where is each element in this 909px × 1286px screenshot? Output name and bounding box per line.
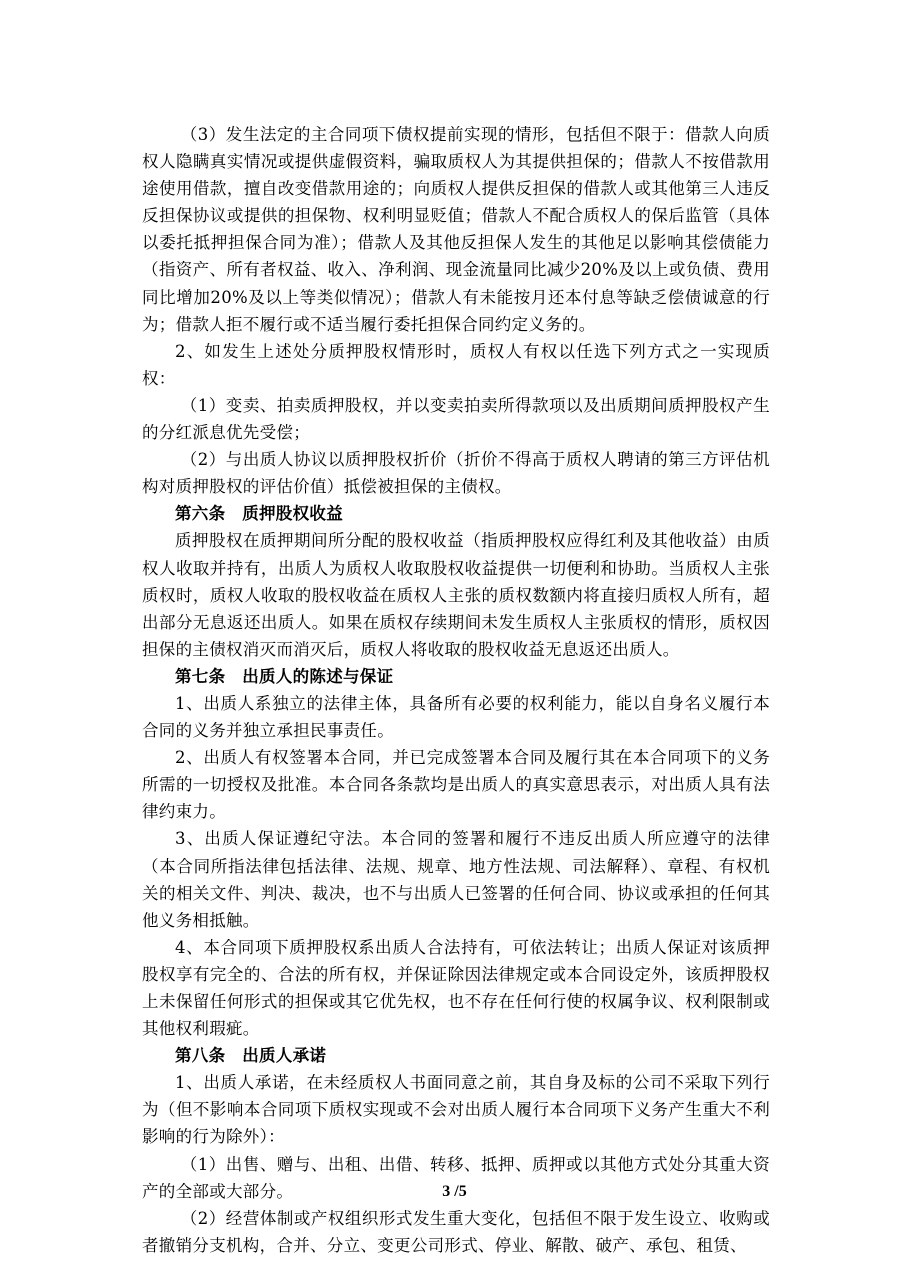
paragraph-article-7-2: 2、出质人有权签署本合同，并已完成签署本合同及履行其在本合同项下的义务所需的一切授权及批准。本合同各条款均是出质人的真实意思表示，对出质人具有法律约束力。 [142, 748, 770, 822]
paragraph-clause-5-2-1: （1）变卖、拍卖质押股权，并以变卖拍卖所得款项以及出质期间质押股权产生的分红派息优先受偿； [142, 395, 770, 443]
paragraph-article-7-3: 3、出质人保证遵纪守法。本合同的签署和履行不违反出质人所应遵守的法律（本合同所指法律包括法律、法规、规章、地方性法规、司法解释）、章程、有权机关的相关文件、判决、裁决，也不与出质人已签署的任何合同、协议或承担的任何其他义务相抵触。 [142, 829, 770, 930]
paragraph-article-8-1-2: （2）经营体制或产权组织形式发生重大变化，包括但不限于发生设立、收购或者撤销分支机构，合并、分立、变更公司形式、停业、解散、破产、承包、租赁、 [142, 1208, 770, 1255]
page-number: 3 /5 [442, 1183, 467, 1200]
document-body [142, 121, 770, 1259]
paragraph-article-6: 质押股权在质押期间所分配的股权收益（指质押股权应得红利及其他收益）由质权人收取并持有，出质人为质权人收取股权收益提供一切便利和协助。当质权人主张质权时，质权人收取的股权收益在质权人主张的质权数额内将直接归质权人所有，超出部分无息返还出质人。如果在质权存续期间未发生质权人主张质权的情形，质权因担保的主债权消灭而消灭后，质权人将收取的股权收益无息返还出质人。 [142, 531, 770, 659]
paragraph-article-8-1-1: （1）出售、赠与、出租、出借、转移、抵押、质押或以其他方式处分其重大资产的全部或大部分。 [142, 1154, 770, 1201]
heading-article-8: 第八条 出质人承诺 [175, 1046, 327, 1066]
paragraph-article-7-1: 1、出质人系独立的法律主体，具备所有必要的权利能力，能以自身名义履行本合同的义务并独立承担民事责任。 [142, 693, 770, 741]
paragraph-clause-5-2: 2、如发生上述处分质押股权情形时，质权人有权以任选下列方式之一实现质权： [142, 341, 770, 388]
heading-article-6: 第六条 质押股权收益 [175, 504, 343, 524]
paragraph-article-7-4: 4、本合同项下质押股权系出质人合法持有，可依法转让；出质人保证对该质押股权享有完全的、合法的所有权，并保证除因法律规定或本合同设定外，该质押股权上未保留任何形式的担保或其它优先权，也不存在任何行使的权属争议、权利限制或其他权利瑕疵。 [142, 937, 770, 1039]
paragraph-clause-5-2-2: （2）与出质人协议以质押股权折价（折价不得高于质权人聘请的第三方评估机构对质押股权的评估价值）抵偿被担保的主债权。 [142, 450, 770, 497]
heading-article-7: 第七条 出质人的陈述与保证 [175, 666, 394, 686]
paragraph-article-8-1: 1、出质人承诺，在未经质权人书面同意之前，其自身及标的公司不采取下列行为（但不影响本合同项下质权实现或不会对出质人履行本合同项下义务产生重大不利影响的行为除外）： [142, 1073, 770, 1147]
paragraph-clause-5-3: （3）发生法定的主合同项下债权提前实现的情形，包括但不限于：借款人向质权人隐瞒真实情况或提供虚假资料，骗取质权人为其提供担保的；借款人不按借款用途使用借款，擅自改变借款用途的；向质权人提供反担保的借款人或其他第三人违反反担保协议或提供的担保物、权利明显贬值；借款人不配合质权人的保后监管（具体以委托抵押担保合同为准）；借款人及其他反担保人发生的其他足以影响其偿债能力（指资产、所有者权益、收入、净利润、现金流量同比减少20%及以上或负债、费用同比增加20%及以上等类似情况）；借款人有未能按月还本付息等缺乏偿债诚意的行为；借款人拒不履行或不适当履行委托担保合同约定义务的。 [142, 125, 770, 334]
